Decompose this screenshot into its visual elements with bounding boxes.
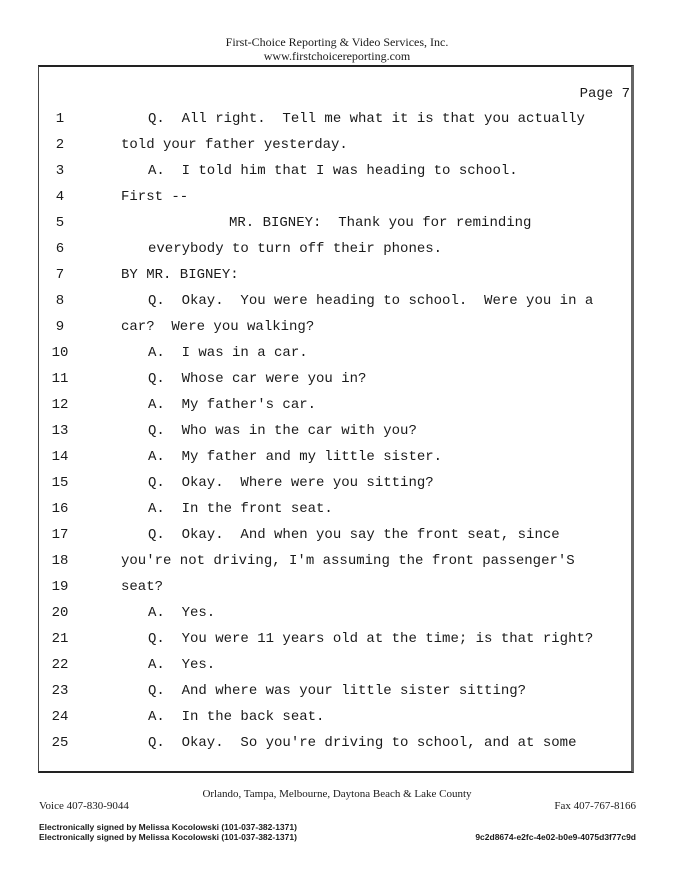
transcript-line [38,262,634,288]
line-text: everybody to turn off their phones. [148,241,443,257]
line-text: A. In the front seat. [148,501,333,517]
transcript-line [38,470,634,496]
line-text: Q. You were 11 years old at the time; is that right? [148,631,594,647]
line-number: 2 [55,137,65,153]
line-number: 5 [55,215,65,231]
company-name: First-Choice Reporting & Video Services, Inc. [225,35,449,49]
line-text: you're not driving, I'm assuming the front passenger'S [121,553,575,569]
transcript-line [38,184,634,210]
line-number: 21 [51,631,69,647]
transcript-line [38,418,634,444]
line-text: car? Were you walking? [121,319,315,335]
transcript-line [38,522,634,548]
transcript-line [38,600,634,626]
voice-number: Voice 407-830-9044 [39,800,129,812]
transcript-line [38,392,634,418]
transcript-line [38,574,634,600]
line-text: Q. Whose car were you in? [148,371,367,387]
line-text: BY MR. BIGNEY: [121,267,239,283]
transcript-lines [38,106,634,756]
line-number: 4 [55,189,65,205]
line-number: 23 [51,683,69,699]
line-number: 10 [51,345,69,361]
electronic-signature-1: Electronically signed by Melissa Kocolowski (101-037-382-1371) [39,822,297,832]
line-text: seat? [121,579,164,595]
page-header [0,35,674,63]
line-number: 17 [51,527,69,543]
transcript-line [38,132,634,158]
line-number: 8 [55,293,65,309]
line-text: First -- [121,189,189,205]
line-number: 12 [51,397,69,413]
line-text: A. I told him that I was heading to school. [148,163,518,179]
line-text: A. My father and my little sister. [148,449,443,465]
line-number: 22 [51,657,69,673]
transcript-line [38,548,634,574]
transcript-line [38,626,634,652]
line-text: Q. Okay. Where were you sitting? [148,475,434,491]
page-number: Page 7 [579,86,630,102]
line-number: 14 [51,449,69,465]
transcript-line [38,106,634,132]
line-text: A. Yes. [148,605,216,621]
transcript-line [38,652,634,678]
line-text: Q. Okay. And when you say the front seat, since [148,527,560,543]
line-text: A. Yes. [148,657,216,673]
line-text: Q. All right. Tell me what it is that you actually [148,111,585,127]
line-number: 1 [55,111,65,127]
line-text: told your father yesterday. [121,137,348,153]
transcript-line [38,678,634,704]
line-number: 7 [55,267,65,283]
transcript-line [38,496,634,522]
line-number: 25 [51,735,69,751]
line-text: MR. BIGNEY: Thank you for reminding [229,215,532,231]
line-text: A. In the back seat. [148,709,325,725]
line-number: 24 [51,709,69,725]
line-number: 6 [55,241,65,257]
line-number: 9 [55,319,65,335]
transcript-line [38,314,634,340]
line-text: Q. And where was your little sister sitting? [148,683,527,699]
line-text: Q. Who was in the car with you? [148,423,417,439]
line-text: Q. Okay. You were heading to school. Were you in a [148,293,594,309]
company-website: www.firstchoicereporting.com [263,49,411,63]
line-text: A. I was in a car. [148,345,308,361]
transcript-line [38,704,634,730]
line-text: A. My father's car. [148,397,317,413]
line-number: 19 [51,579,69,595]
line-number: 15 [51,475,69,491]
line-number: 11 [51,371,69,387]
line-number: 3 [55,163,65,179]
transcript-line [38,444,634,470]
line-number: 18 [51,553,69,569]
transcript-line [38,730,634,756]
footer-locations: Orlando, Tampa, Melbourne, Daytona Beach & Lake County [202,788,472,800]
line-text: Q. Okay. So you're driving to school, and at some [148,735,577,751]
fax-number: Fax 407-767-8166 [554,800,636,812]
transcript-line [38,210,634,236]
line-number: 20 [51,605,69,621]
transcript-line [38,236,634,262]
transcript-line [38,340,634,366]
line-number: 13 [51,423,69,439]
line-number: 16 [51,501,69,517]
transcript-line [38,366,634,392]
electronic-signature-2: Electronically signed by Melissa Kocolowski (101-037-382-1371) [39,832,297,842]
document-hash: 9c2d8674-e2fc-4e02-b0e9-4075d3f77c9d [475,832,636,842]
transcript-line [38,288,634,314]
transcript-line [38,158,634,184]
